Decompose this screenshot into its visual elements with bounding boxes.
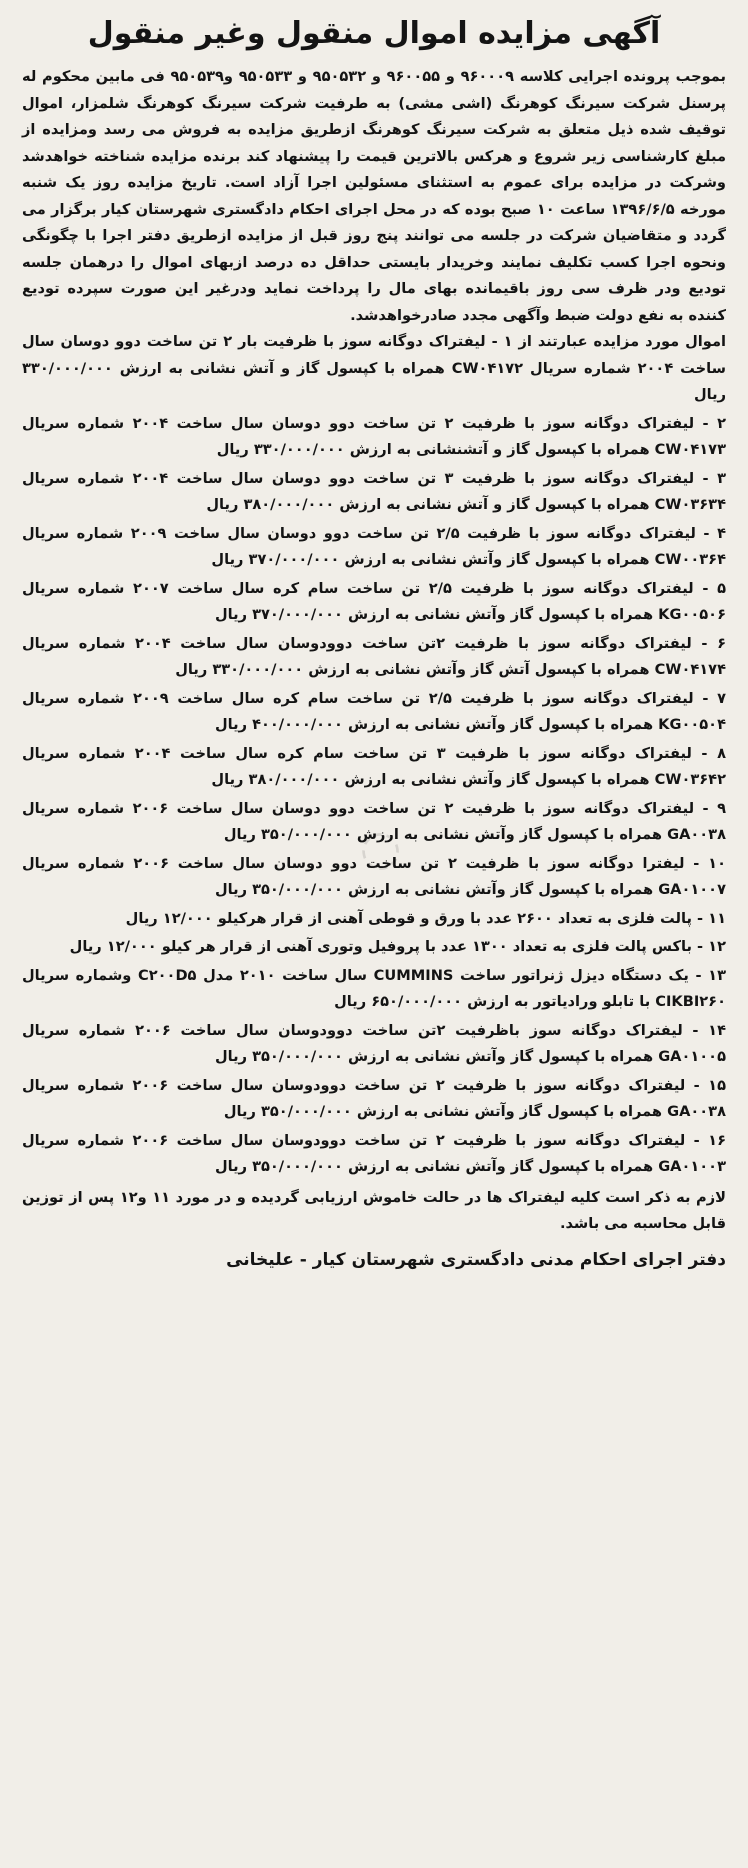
auction-item-7: ۷ - لیفتراک دوگانه سوز با ظرفیت ۲/۵ تن ساخت سام کره سال ساخت ۲۰۰۹ شماره سریال KG۰۰۵۰۴ همراه با کپسول گاز وآتش نشانی به ارزش ۴۰۰/۰۰۰/۰۰۰ ریال [22,689,726,733]
notice-intro: بموجب پرونده اجرایی کلاسه ۹۶۰۰۰۹ و ۹۶۰۰۵۵ و ۹۵۰۵۳۲ و ۹۵۰۵۳۳ و۹۵۰۵۳۹ فی مابین محکوم له پرسنل شرکت سیرنگ کوهرنگ (اشی مشی) به طرفیت شرکت سیرنگ کوهرنگ شلمزار، اموال توقیف شده ذیل متعلق به شرکت سیرنگ کوهرنگ ازطریق مزایده به فروش می رسد ومزایده از مبلغ کارشناسی زیر شروع و هرکس بالاترین قیمت را پیشنهاد کند برنده مزایده شناخته خواهدشد وشرکت در مزایده برای عموم به استثنای مسئولین اجرا آزاد است. تاریخ مزایده روز یک شنبه مورخه ۱۳۹۶/۶/۵ ساعت ۱۰ صبح بوده که در محل اجرای احکام دادگستری شهرستان کیار برگزار می گردد و متقاضیان شرکت در جلسه می توانند پنج روز قبل از مزایده ازطریق دفتر اجرا با چگونگی ونحوه اجرا کسب تکلیف نمایند وخریدار بایستی حداقل ده درصد ازبهای اموال را درهمان جلسه تودیع ودر ظرف سی روز باقیمانده بهای مال را پرداخت نماید ودرغیر این صورت سپرده تودیع کننده به نفع دولت ضبط وآگهی مجدد صادرخواهدشد. [22,68,727,324]
issuer-signature: دفتر اجرای احکام مدنی دادگستری شهرستان کیار - علیخانی [226,1249,726,1270]
auction-item-5: ۵ - لیفتراک دوگانه سوز با ظرفیت ۲/۵ تن ساخت سام کره سال ساخت ۲۰۰۷ شماره سریال KG۰۰۵۰۶ همراه با کپسول گاز وآتش نشانی به ارزش ۳۷۰/۰۰۰/۰۰۰ ریال [22,579,726,623]
watermark: ◌ [354,816,406,880]
auction-item-9: ۹ - لیفتراک دوگانه سوز با ظرفیت ۲ تن ساخت دوو دوسان سال ساخت ۲۰۰۶ شماره سریال GA۰۰۳۸ همراه با کپسول گاز وآتش نشانی به ارزش ۳۵۰/۰۰۰/۰۰۰ ریال [22,799,726,843]
auction-item-3: ۳ - لیفتراک دوگانه سوز با ظرفیت ۳ تن ساخت دوو دوسان سال ساخت ۲۰۰۴ شماره سریال CW۰۳۶۳۴ همراه با کپسول گاز و آتش نشانی به ارزش ۳۸۰/۰۰۰/۰۰۰ ریال [22,469,726,513]
auction-item-6: ۶ - لیفتراک دوگانه سوز با ظرفیت ۲تن ساخت دوودوسان سال ساخت ۲۰۰۴ شماره سریال CW۰۴۱۷۴ همراه با کپسول آتش گاز وآتش نشانی به ارزش ۳۳۰/۰۰۰/۰۰۰ ریال [22,634,726,678]
items-heading: اموال مورد مزایده عبارتند از ۱ - لیفتراک دوگانه سوز با ظرفیت بار ۲ تن ساخت دوو دوسان سال ساخت ۲۰۰۴ شماره سریال CW۰۴۱۷۲ همراه با کپسول گاز و آتش نشانی به ارزش ۳۳۰/۰۰۰/۰۰۰ ریال [22,333,726,403]
auction-item-12: ۱۲ - باکس پالت فلزی به تعداد ۱۳۰۰ عدد با پروفیل وتوری آهنی از قرار هر کیلو ۱۲/۰۰۰ ریال [69,938,726,955]
auction-items-list [22,411,726,1181]
auction-item-16: ۱۶ - لیفتراک دوگانه سوز با ظرفیت ۲ تن ساخت دوودوسان سال ساخت ۲۰۰۶ شماره سریال GA۰۱۰۰۳ همراه با کپسول گاز وآتش نشانی به ارزش ۳۵۰/۰۰۰/۰۰۰ ریال [22,1131,726,1175]
auction-item-13: ۱۳ - یک دستگاه دیزل ژنراتور ساخت CUMMINS سال ساخت ۲۰۱۰ مدل C۲۰۰D۵ وشماره سریال CIKBI۲۶۰ با تابلو ورادیاتور به ارزش ۶۵۰/۰۰۰/۰۰۰ ریال [22,966,726,1010]
auction-item-10: ۱۰ - لیفترا دوگانه سوز با ظرفیت ۲ تن ساخت دوو دوسان سال ساخت ۲۰۰۶ شماره سریال GA۰۱۰۰۷ همراه با کپسول گاز وآتش نشانی به ارزش ۳۵۰/۰۰۰/۰۰۰ ریال [22,854,726,898]
footer-note: لازم به ذکر است کلیه لیفتراک ها در حالت خاموش ارزیابی گردیده و در مورد ۱۱ و۱۲ پس از توزین قابل محاسبه می باشد. [22,1188,726,1232]
auction-item-4: ۴ - لیفتراک دوگانه سوز با ظرفیت ۲/۵ تن ساخت دوو دوسان سال ساخت ۲۰۰۹ شماره سریال CW۰۰۳۶۴ همراه با کپسول گاز وآتش نشانی به ارزش ۳۷۰/۰۰۰/۰۰۰ ریال [22,524,726,568]
auction-item-2: ۲ - لیفتراک دوگانه سوز با ظرفیت ۲ تن ساخت دوو دوسان سال ساخت ۲۰۰۴ شماره سریال CW۰۴۱۷۳ همراه با کپسول گاز و آتشنشانی به ارزش ۳۳۰/۰۰۰/۰۰۰ ریال [22,414,726,458]
auction-item-11: ۱۱ - پالت فلزی به تعداد ۲۶۰۰ عدد با ورق و قوطی آهنی از قرار هرکیلو ۱۲/۰۰۰ ریال [125,909,726,927]
auction-item-15: ۱۵ - لیفتراک دوگانه سوز با ظرفیت ۲ تن ساخت دوودوسان سال ساخت ۲۰۰۶ شماره سریال GA۰۰۳۸ همراه با کپسول گاز وآتش نشانی به ارزش ۳۵۰/۰۰۰/۰۰۰ ریال [22,1076,726,1120]
notice-title: آگهی مزایده اموال منقول وغیر منقول [87,16,661,51]
auction-item-8: ۸ - لیفتراک دوگانه سوز با ظرفیت ۳ تن ساخت سام کره سال ساخت ۲۰۰۴ شماره سریال CW۰۳۶۴۲ همراه با کپسول گاز وآتش نشانی به ارزش ۳۸۰/۰۰۰/۰۰۰ ریال [22,744,726,788]
auction-item-14: ۱۴ - لیفتراک دوگانه سوز باظرفیت ۲تن ساخت دوودوسان سال ساخت ۲۰۰۶ شماره سریال GA۰۱۰۰۵ همراه با کپسول گاز وآتش نشانی به ارزش ۳۵۰/۰۰۰/۰۰۰ ریال [22,1021,726,1065]
